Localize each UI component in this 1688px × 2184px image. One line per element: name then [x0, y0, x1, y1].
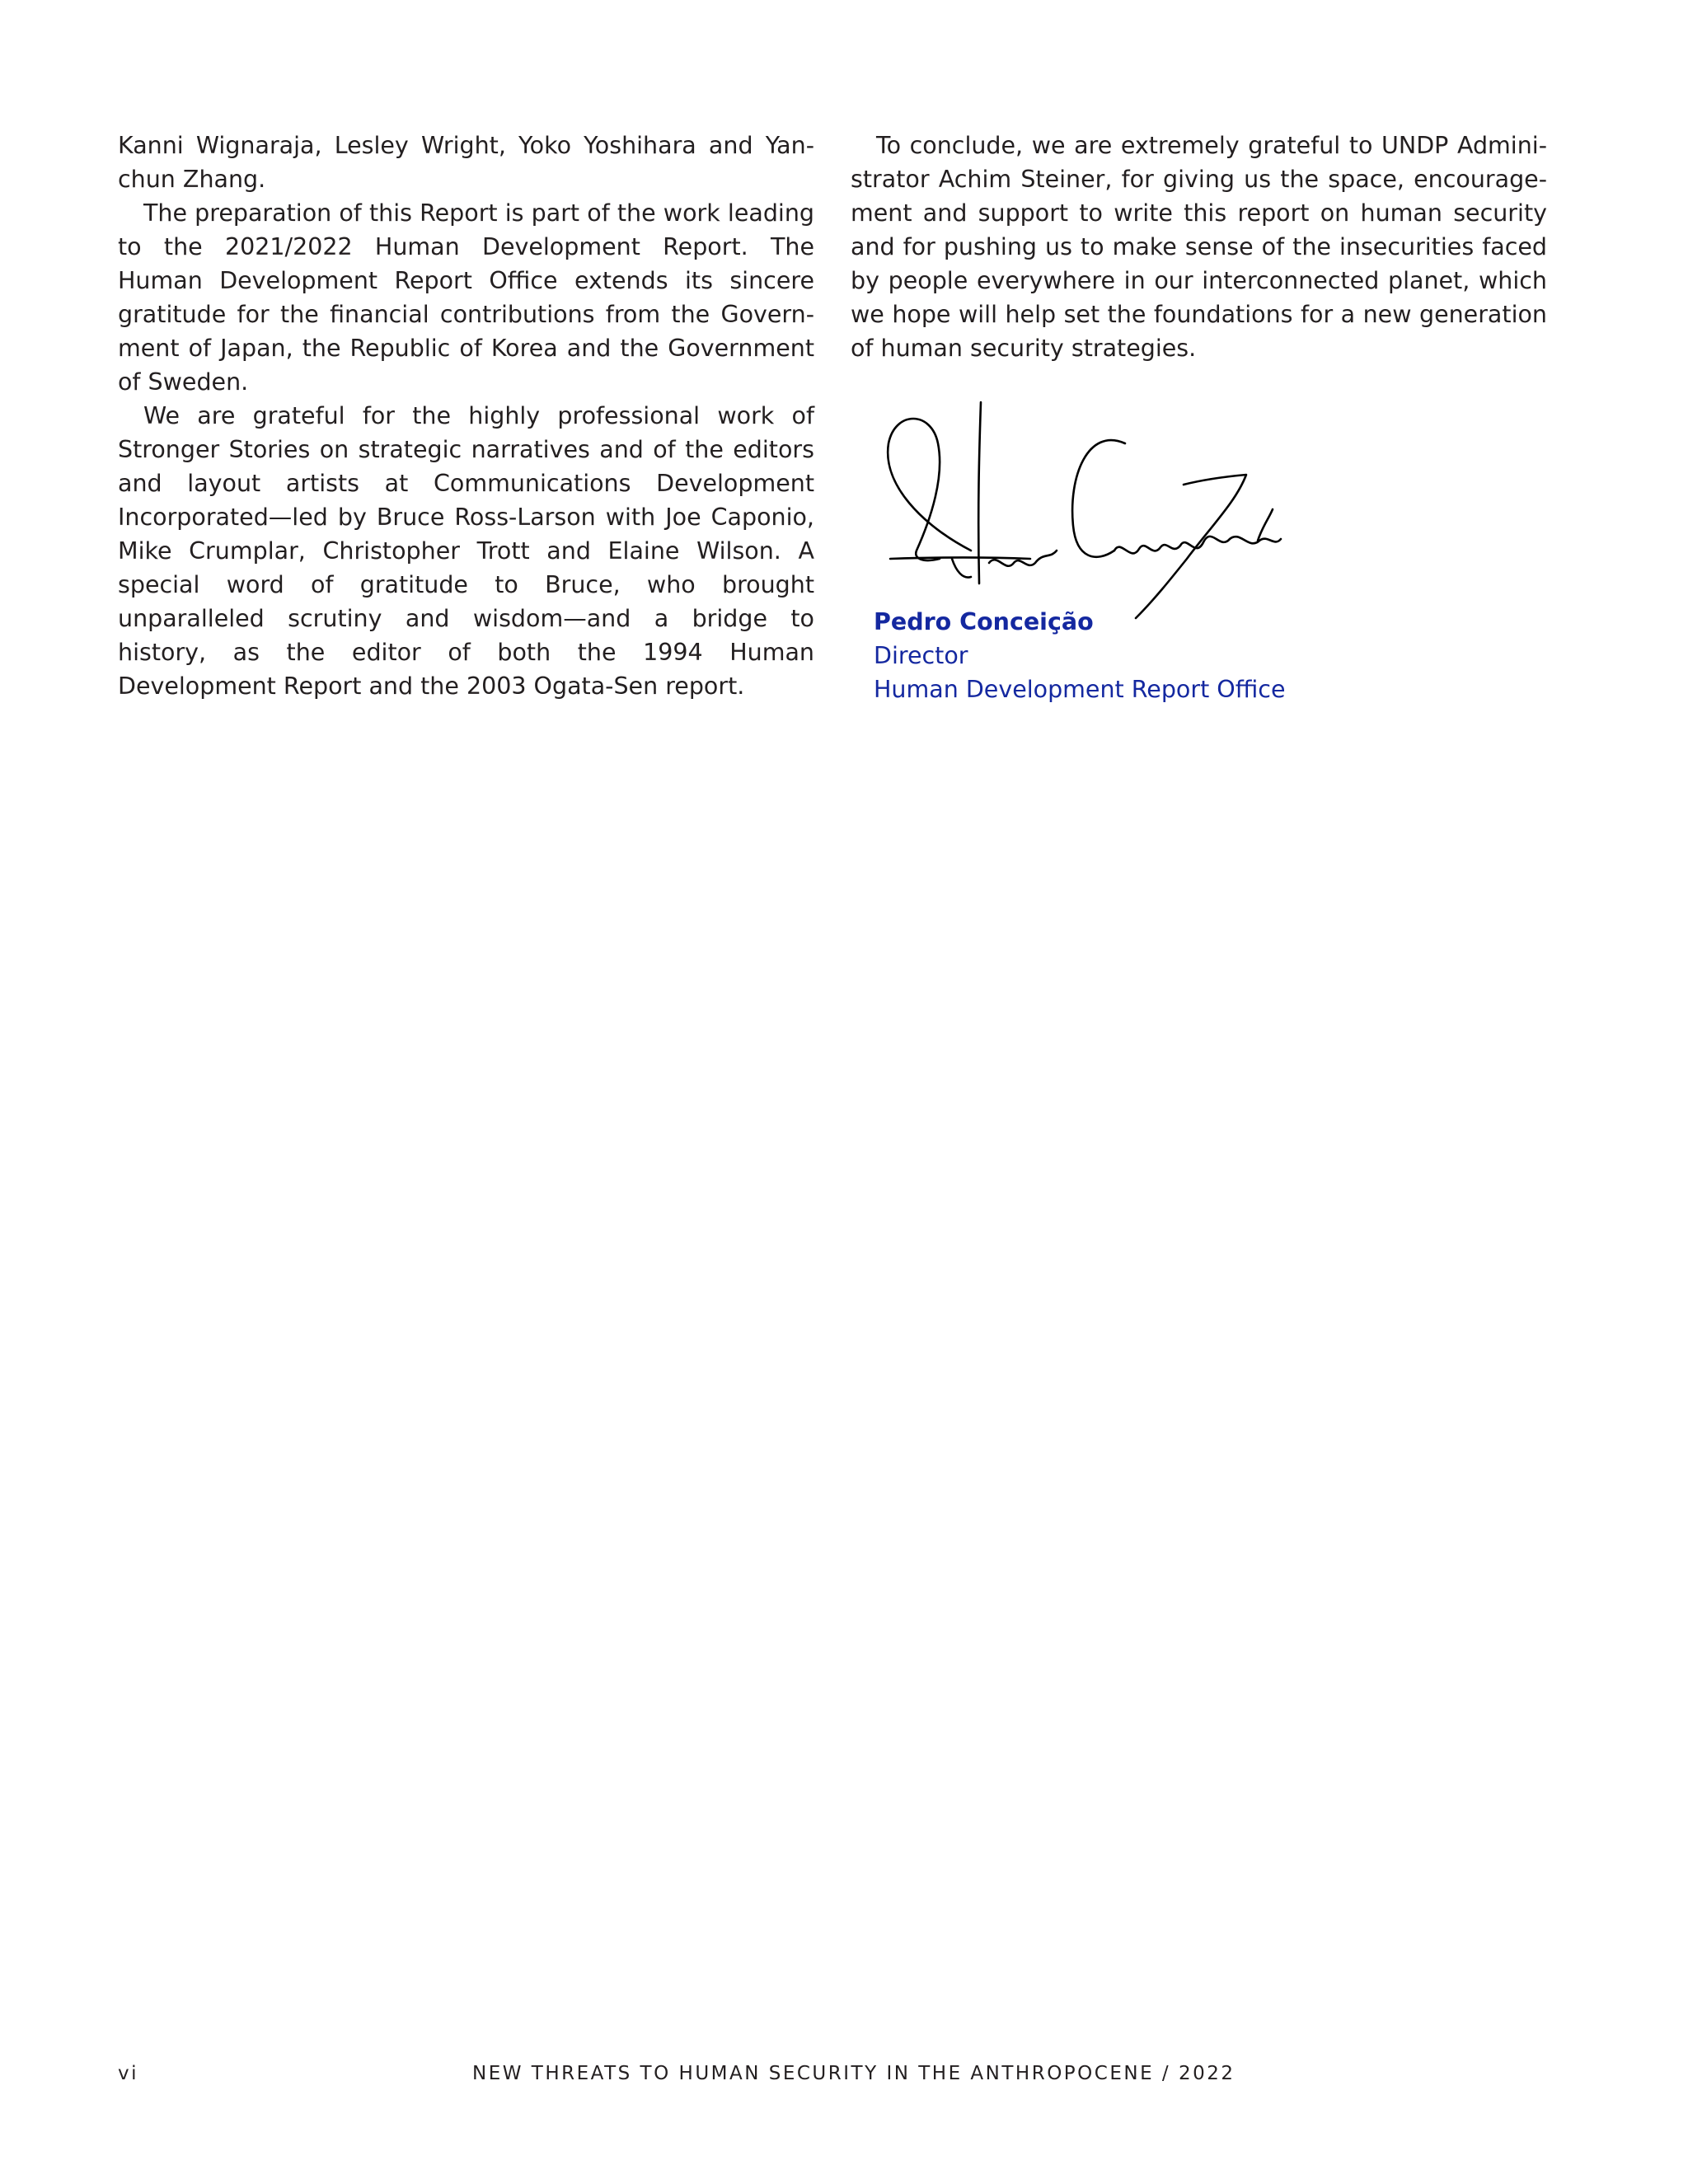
right-column: [851, 129, 1547, 365]
paragraph-funding: The preparation of this Report is part of the work leading to the 2021/2022 Human Development Report. The Human Development Report Office extends its sincere gratitude for the financial contributions from the Government of Japan, the Republic of Korea and the Government of Sweden.: [118, 199, 814, 396]
handwritten-signature: [874, 394, 1335, 641]
paragraph-conclusion: To conclude, we are extremely grateful to UNDP Administrator Achim Steiner, for giving us the space, encouragement and support to write this report on human security and for pushing us to make sense of the insecurities faced by people everywhere in our interconnected planet, which we hope will help set the foundations for a new generation of human security strategies.: [851, 132, 1547, 362]
signatory-office: Human Development Report Office: [874, 676, 1286, 703]
paragraph-acknowledgement-names: Kanni Wignaraja, Lesley Wright, Yoko Yoshihara and Yanchun Zhang.: [118, 132, 814, 193]
signatory-title: Director: [874, 642, 968, 669]
paragraph-editors: We are grateful for the highly professional work of Stronger Stories on strategic narratives and of the editors and layout artists at Communications Development Incorporated—led by Bruce Ross-Larson with Joe Caponio, Mike Crumplar, Christopher Trott and Elaine Wilson. A special word of gratitude to Bruce, who brought unparalleled scrutiny and wisdom—and a bridge to history, as the editor of both the 1994 Human Development Report and the 2003 Ogata-Sen report.: [118, 402, 814, 700]
running-title: NEW THREATS TO HUMAN SECURITY IN THE ANTHROPOCENE / 2022: [472, 2063, 1236, 2084]
page-number: vi: [118, 2063, 139, 2084]
signatory-name: Pedro Conceição: [874, 608, 1094, 635]
signature-block: [874, 605, 1286, 706]
left-column: [118, 129, 814, 703]
